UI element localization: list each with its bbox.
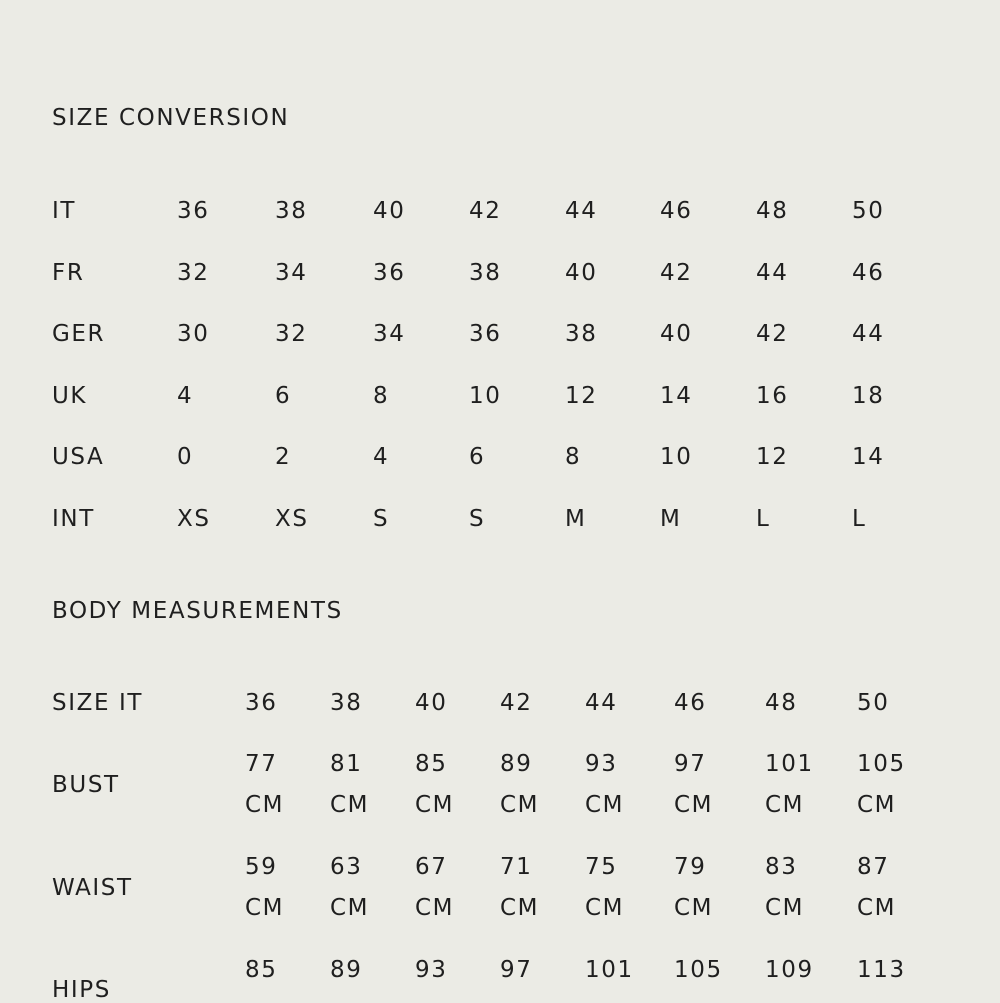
table-cell: 38 [275, 198, 308, 224]
cell-unit: CM [245, 792, 285, 818]
table-cell: 42 [469, 198, 502, 224]
cell-value: 79 [674, 854, 707, 880]
row-label: FR [52, 260, 85, 286]
table-cell: XS [275, 506, 309, 532]
table-cell: 44 [852, 321, 885, 347]
table-cell: 14 [660, 383, 693, 409]
table-cell: 40 [565, 260, 598, 286]
table-cell: 34 [373, 321, 406, 347]
table-cell: 38 [565, 321, 598, 347]
table-cell: 32 [275, 321, 308, 347]
table-cell [585, 847, 624, 929]
cell-value: 89 [500, 751, 533, 777]
table-cell: 42 [756, 321, 789, 347]
cell-unit: CM [330, 792, 370, 818]
cell-value: 97 [674, 751, 707, 777]
table-cell: M [660, 506, 682, 532]
table-cell: S [373, 506, 390, 532]
table-cell: 34 [275, 260, 308, 286]
table-cell: 46 [674, 690, 707, 716]
table-cell: 97 [500, 957, 533, 983]
table-cell: 18 [852, 383, 885, 409]
table-cell: 8 [373, 383, 390, 409]
row-label: SIZE IT [52, 690, 144, 716]
table-cell: 105 [674, 957, 723, 983]
cell-value: 63 [330, 854, 363, 880]
table-cell [500, 744, 539, 826]
table-cell: 89 [330, 957, 363, 983]
cell-value: 101 [765, 751, 814, 777]
table-cell: S [469, 506, 486, 532]
table-cell: 42 [500, 690, 533, 716]
row-label: IT [52, 198, 77, 224]
cell-unit: CM [674, 792, 714, 818]
table-cell: 30 [177, 321, 210, 347]
row-label: WAIST [52, 875, 133, 901]
table-cell: 6 [275, 383, 292, 409]
table-cell [674, 847, 713, 929]
cell-value: 59 [245, 854, 278, 880]
table-cell: 46 [852, 260, 885, 286]
table-cell [415, 744, 454, 826]
table-cell: M [565, 506, 587, 532]
table-cell [500, 847, 539, 929]
cell-unit: CM [674, 895, 714, 921]
table-cell [245, 744, 284, 826]
cell-unit: CM [857, 895, 897, 921]
row-label: HIPS [52, 977, 111, 1003]
table-cell: 32 [177, 260, 210, 286]
table-cell: 0 [177, 444, 194, 470]
table-cell: 38 [469, 260, 502, 286]
cell-unit: CM [765, 895, 805, 921]
table-cell: XS [177, 506, 211, 532]
table-cell: 8 [565, 444, 582, 470]
table-cell: 44 [756, 260, 789, 286]
table-cell [765, 744, 814, 826]
table-cell: 38 [330, 690, 363, 716]
table-cell: L [756, 506, 771, 532]
table-cell: 50 [852, 198, 885, 224]
table-cell: 101 [585, 957, 634, 983]
row-label: USA [52, 444, 105, 470]
cell-unit: CM [500, 792, 540, 818]
cell-value: 93 [585, 751, 618, 777]
cell-value: 71 [500, 854, 533, 880]
cell-unit: CM [415, 792, 455, 818]
body-measurements-title: BODY MEASUREMENTS [52, 598, 343, 624]
table-cell: 44 [585, 690, 618, 716]
table-cell: 48 [756, 198, 789, 224]
cell-value: 87 [857, 854, 890, 880]
table-cell [857, 744, 906, 826]
table-cell: 12 [756, 444, 789, 470]
table-cell [674, 744, 713, 826]
cell-unit: CM [245, 895, 285, 921]
table-cell: 16 [756, 383, 789, 409]
table-cell: 36 [245, 690, 278, 716]
cell-unit: CM [857, 792, 897, 818]
table-cell [415, 847, 454, 929]
size-conversion-title: SIZE CONVERSION [52, 105, 290, 131]
table-cell: 44 [565, 198, 598, 224]
table-cell: 2 [275, 444, 292, 470]
cell-value: 81 [330, 751, 363, 777]
table-cell [330, 847, 369, 929]
table-cell: 36 [177, 198, 210, 224]
table-cell: 4 [373, 444, 390, 470]
table-cell [857, 847, 896, 929]
table-cell: 40 [415, 690, 448, 716]
cell-value: 77 [245, 751, 278, 777]
table-cell: 12 [565, 383, 598, 409]
cell-unit: CM [415, 895, 455, 921]
table-cell: 42 [660, 260, 693, 286]
row-label: BUST [52, 772, 120, 798]
row-label: INT [52, 506, 95, 532]
table-cell: 48 [765, 690, 798, 716]
table-cell [585, 744, 624, 826]
row-label: GER [52, 321, 106, 347]
table-cell: 46 [660, 198, 693, 224]
table-cell: 113 [857, 957, 906, 983]
table-cell: 93 [415, 957, 448, 983]
table-cell: 6 [469, 444, 486, 470]
table-cell: 10 [469, 383, 502, 409]
table-cell: L [852, 506, 867, 532]
table-cell: 109 [765, 957, 814, 983]
cell-value: 105 [857, 751, 906, 777]
table-cell: 40 [373, 198, 406, 224]
cell-value: 83 [765, 854, 798, 880]
table-cell: 10 [660, 444, 693, 470]
cell-value: 67 [415, 854, 448, 880]
table-cell [765, 847, 804, 929]
cell-unit: CM [585, 792, 625, 818]
cell-unit: CM [585, 895, 625, 921]
row-label: UK [52, 383, 88, 409]
table-cell: 36 [469, 321, 502, 347]
table-cell [245, 847, 284, 929]
cell-value: 85 [415, 751, 448, 777]
table-cell: 4 [177, 383, 194, 409]
table-cell: 14 [852, 444, 885, 470]
cell-unit: CM [500, 895, 540, 921]
table-cell: 50 [857, 690, 890, 716]
cell-unit: CM [765, 792, 805, 818]
table-cell [330, 744, 369, 826]
table-cell: 40 [660, 321, 693, 347]
cell-unit: CM [330, 895, 370, 921]
table-cell: 36 [373, 260, 406, 286]
cell-value: 75 [585, 854, 618, 880]
table-cell: 85 [245, 957, 278, 983]
